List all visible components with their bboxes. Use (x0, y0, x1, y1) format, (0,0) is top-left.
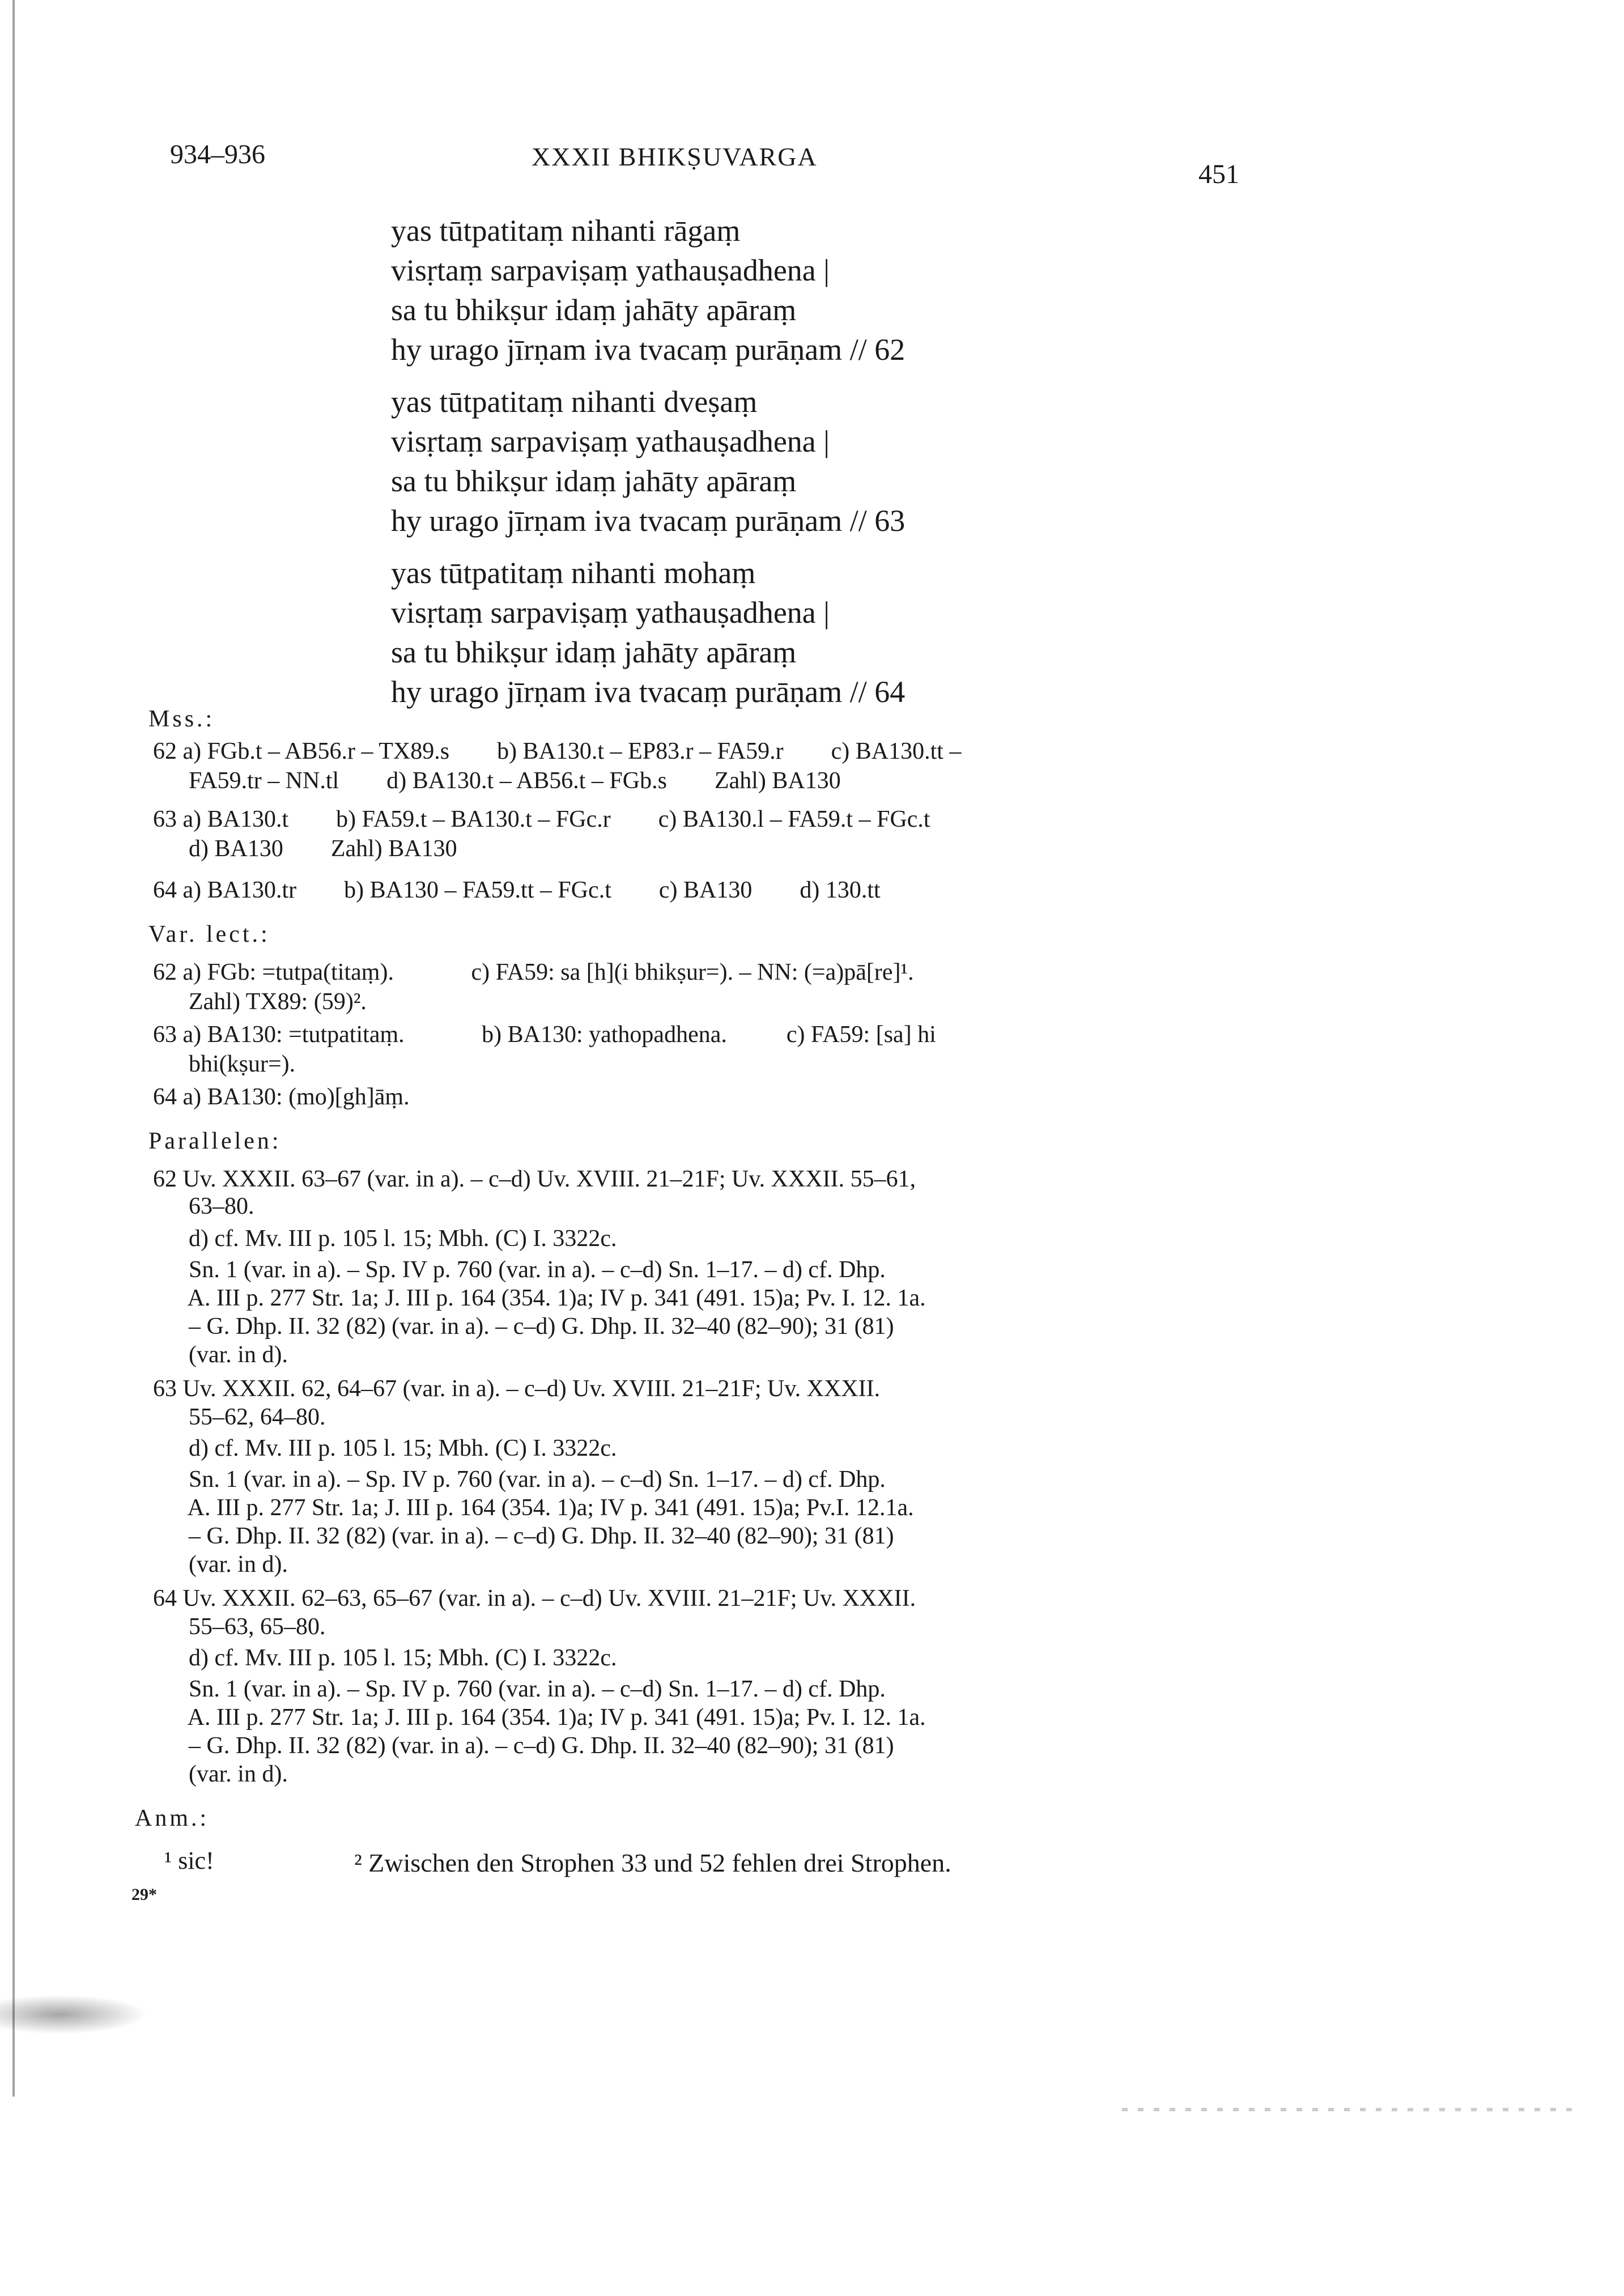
parallel-line: A. III p. 277 Str. 1a; J. III p. 164 (354. 1)a; IV p. 341 (491. 15)a; Pv. I. 12. 1a. (153, 1704, 926, 1730)
parallel-line: 63 Uv. XXXII. 62, 64–67 (var. in a). – c–d) Uv. XVIII. 21–21F; Uv. XXXII. (153, 1376, 881, 1402)
verse-line: visṛtaṃ sarpaviṣaṃ yathauṣadhena | (391, 596, 830, 630)
verse-block (391, 211, 1241, 724)
signature-mark: 29* (131, 1885, 157, 1904)
footnote-2: ² Zwischen den Strophen 33 und 52 fehlen drei Strophen. (354, 1848, 951, 1877)
varlect-line: 63 a) BA130: =tutpatitaṃ. b) BA130: yathopadhena. c) FA59: [sa] hi (153, 1022, 936, 1048)
stanza-64 (391, 553, 1241, 712)
running-header (0, 139, 1624, 189)
parallel-line: d) cf. Mv. III p. 105 l. 15; Mbh. (C) I. 3322c. (153, 1435, 617, 1461)
parallel-line: A. III p. 277 Str. 1a; J. III p. 164 (354. 1)a; IV p. 341 (491. 15)a; Pv. I. 12. 1a. (153, 1285, 926, 1311)
parallel-line: A. III p. 277 Str. 1a; J. III p. 164 (354. 1)a; IV p. 341 (491. 15)a; Pv.I. 12.1a. (153, 1495, 914, 1521)
verse-range: 934–936 (170, 139, 265, 169)
page-number: 451 (1198, 159, 1239, 189)
verse-line: yas tūtpatitaṃ nihanti mohaṃ (391, 556, 756, 590)
mss-line: FA59.tr – NN.tl d) BA130.t – AB56.t – FGb.s Zahl) BA130 (153, 768, 841, 794)
varlect-line: bhi(kṣur=). (153, 1051, 296, 1077)
page-edge-line (12, 0, 15, 2097)
parallel-line: (var. in d). (153, 1342, 288, 1368)
verse-line: yas tūtpatitaṃ nihanti dveṣaṃ (391, 385, 758, 419)
mss-label: Mss.: (148, 706, 215, 732)
verse-line: sa tu bhikṣur idaṃ jahāty apāraṃ (391, 293, 797, 327)
verse-line: yas tūtpatitaṃ nihanti rāgaṃ (391, 214, 741, 248)
verse-line: visṛtaṃ sarpaviṣaṃ yathauṣadhena | (391, 253, 830, 287)
verse-line: hy urago jīrṇam iva tvacaṃ purāṇam // 62 (391, 333, 905, 367)
parallel-line: (var. in d). (153, 1761, 288, 1787)
parallel-line: Sn. 1 (var. in a). – Sp. IV p. 760 (var. in a). – c–d) Sn. 1–17. – d) cf. Dhp. (153, 1676, 886, 1702)
parallel-line: (var. in d). (153, 1551, 288, 1578)
varlect-line: 64 a) BA130: (mo)[gh]āṃ. (153, 1084, 410, 1110)
parallel-line: d) cf. Mv. III p. 105 l. 15; Mbh. (C) I. 3322c. (153, 1645, 617, 1671)
parallel-line: 64 Uv. XXXII. 62–63, 65–67 (var. in a). – c–d) Uv. XVIII. 21–21F; Uv. XXXII. (153, 1585, 916, 1612)
parallel-line: – G. Dhp. II. 32 (82) (var. in a). – c–d) G. Dhp. II. 32–40 (82–90); 31 (81) (153, 1523, 894, 1549)
scan-dotted-line (1122, 2108, 1575, 2111)
verse-line: sa tu bhikṣur idaṃ jahāty apāraṃ (391, 464, 797, 498)
mss-line: 63 a) BA130.t b) FA59.t – BA130.t – FGc.r c) BA130.l – FA59.t – FGc.t (153, 806, 930, 832)
parallel-line: 63–80. (153, 1193, 254, 1219)
mss-line: 62 a) FGb.t – AB56.r – TX89.s b) BA130.t – EP83.r – FA59.r c) BA130.tt – (153, 738, 962, 764)
stanza-63 (391, 382, 1241, 541)
varlect-label: Var. lect.: (148, 921, 270, 947)
verse-line: hy urago jīrṇam iva tvacaṃ purāṇam // 64 (391, 675, 905, 709)
footnote-1: ¹ sic! (164, 1847, 214, 1874)
verse-line: hy urago jīrṇam iva tvacaṃ purāṇam // 63 (391, 504, 905, 538)
parallel-line: – G. Dhp. II. 32 (82) (var. in a). – c–d) G. Dhp. II. 32–40 (82–90); 31 (81) (153, 1733, 894, 1759)
parallel-line: – G. Dhp. II. 32 (82) (var. in a). – c–d) G. Dhp. II. 32–40 (82–90); 31 (81) (153, 1313, 894, 1340)
mss-line: d) BA130 Zahl) BA130 (153, 836, 457, 862)
parallel-line: Sn. 1 (var. in a). – Sp. IV p. 760 (var. in a). – c–d) Sn. 1–17. – d) cf. Dhp. (153, 1466, 886, 1493)
varlect-line: 62 a) FGb: =tutpa(titaṃ). c) FA59: sa [h](i bhikṣur=). – NN: (=a)pā[re]¹. (153, 959, 914, 985)
scan-smudge (0, 1995, 147, 2034)
parallel-line: Sn. 1 (var. in a). – Sp. IV p. 760 (var. in a). – c–d) Sn. 1–17. – d) cf. Dhp. (153, 1257, 886, 1283)
parallel-line: 55–63, 65–80. (153, 1614, 326, 1640)
anm-label: Anm.: (135, 1805, 210, 1831)
parallelen-label: Parallelen: (148, 1128, 282, 1154)
parallel-line: d) cf. Mv. III p. 105 l. 15; Mbh. (C) I. 3322c. (153, 1226, 617, 1252)
chapter-title: XXXII BHIKṢUVARGA (532, 142, 818, 171)
varlect-line: Zahl) TX89: (59)². (153, 989, 367, 1015)
mss-line: 64 a) BA130.tr b) BA130 – FA59.tt – FGc.t c) BA130 d) 130.tt (153, 877, 881, 903)
parallel-line: 55–62, 64–80. (153, 1404, 326, 1430)
stanza-62 (391, 211, 1241, 369)
parallel-line: 62 Uv. XXXII. 63–67 (var. in a). – c–d) Uv. XVIII. 21–21F; Uv. XXXII. 55–61, (153, 1166, 916, 1192)
verse-line: sa tu bhikṣur idaṃ jahāty apāraṃ (391, 635, 797, 669)
verse-line: visṛtaṃ sarpaviṣaṃ yathauṣadhena | (391, 424, 830, 458)
